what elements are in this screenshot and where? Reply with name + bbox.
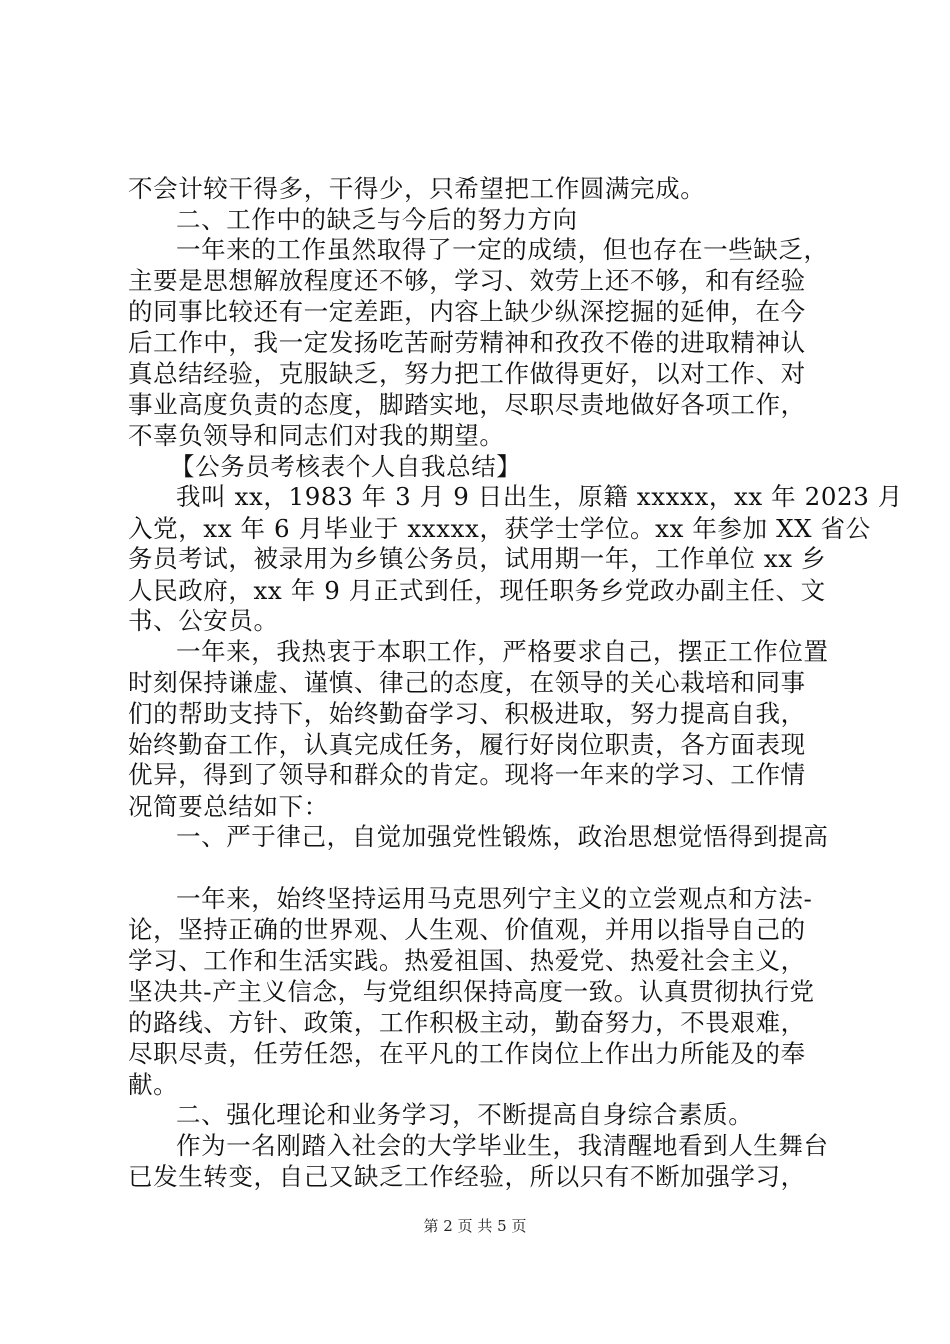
- text-line: 始终勤奋工作，认真完成任务，履行好岗位职责，各方面表现: [128, 730, 806, 759]
- text-line: 一年来，我热衷于本职工作，严格要求自己，摆正工作位置: [176, 637, 829, 666]
- text-line: 献。: [128, 1070, 179, 1099]
- text-line: 尽职尽责，任劳任怨，在平凡的工作岗位上作出力所能及的奉: [128, 1039, 806, 1068]
- text-line: 书、公安员。: [128, 606, 279, 635]
- article-title: 【公务员考核表个人自我总结】: [170, 452, 522, 481]
- text-line: 学习、工作和生活实践。热爱祖国、热爱党、热爱社会主义，: [128, 946, 806, 975]
- section-heading: 二、工作中的缺乏与今后的努力方向: [176, 205, 578, 234]
- text-line: 人民政府，xx 年 9 月正式到任，现任职务乡党政办副主任、文: [128, 576, 826, 605]
- text-line: 务员考试，被录用为乡镇公务员，试用期一年，工作单位 xx 乡: [128, 544, 827, 573]
- text-line: 后工作中，我一定发扬吃苦耐劳精神和孜孜不倦的进取精神认: [128, 328, 806, 357]
- section-heading: 二、强化理论和业务学习，不断提高自身综合素质。: [176, 1100, 754, 1129]
- text-line: 入党，xx 年 6 月毕业于 xxxxx，获学士学位。xx 年参加 XX 省公: [128, 514, 871, 543]
- text-line: 优异，得到了领导和群众的肯定。现将一年来的学习、工作情: [128, 760, 806, 789]
- text-line: 真总结经验，克服缺乏，努力把工作做得更好，以对工作、对: [128, 359, 806, 388]
- text-line: 们的帮助支持下，始终勤奋学习、积极进取，努力提高自我，: [128, 699, 806, 728]
- text-line: 一年来的工作虽然取得了一定的成绩，但也存在一些缺乏，: [176, 235, 829, 264]
- text-line: 论，坚持正确的世界观、人生观、价值观，并用以指导自己的: [128, 915, 806, 944]
- text-line: 的路线、方针、政策，工作积极主动，勤奋努力，不畏艰难，: [128, 1008, 806, 1037]
- text-line: 已发生转变，自己又缺乏工作经验，所以只有不断加强学习，: [128, 1162, 806, 1191]
- text-line: 坚决共-产主义信念，与党组织保持高度一致。认真贯彻执行党: [128, 977, 815, 1006]
- text-line: 不辜负领导和同志们对我的期望。: [128, 421, 505, 450]
- text-line: 况简要总结如下：: [128, 792, 329, 821]
- text-line: 我叫 xx，1983 年 3 月 9 日出生，原籍 xxxxx，xx 年 2023 月: [176, 482, 903, 511]
- text-line: 一年来，始终坚持运用马克思列宁主义的立尝观点和方法-: [176, 884, 813, 913]
- section-heading: 一、严于律己，自觉加强党性锻炼，政治思想觉悟得到提高: [176, 822, 829, 851]
- text-line: 事业高度负责的态度，脚踏实地，尽职尽责地做好各项工作，: [128, 390, 806, 419]
- text-line: 不会计较干得多，干得少，只希望把工作圆满完成。: [128, 174, 706, 203]
- text-line: 作为一名刚踏入社会的大学毕业生，我清醒地看到人生舞台: [176, 1131, 829, 1160]
- text-line: 主要是思想解放程度还不够，学习、效劳上还不够，和有经验: [128, 266, 806, 295]
- page-footer: 第 2 页 共 5 页: [423, 1217, 527, 1235]
- text-line: 时刻保持谦虚、谨慎、律己的态度，在领导的关心栽培和同事: [128, 668, 806, 697]
- text-line: 的同事比较还有一定差距，内容上缺少纵深挖掘的延伸，在今: [128, 297, 806, 326]
